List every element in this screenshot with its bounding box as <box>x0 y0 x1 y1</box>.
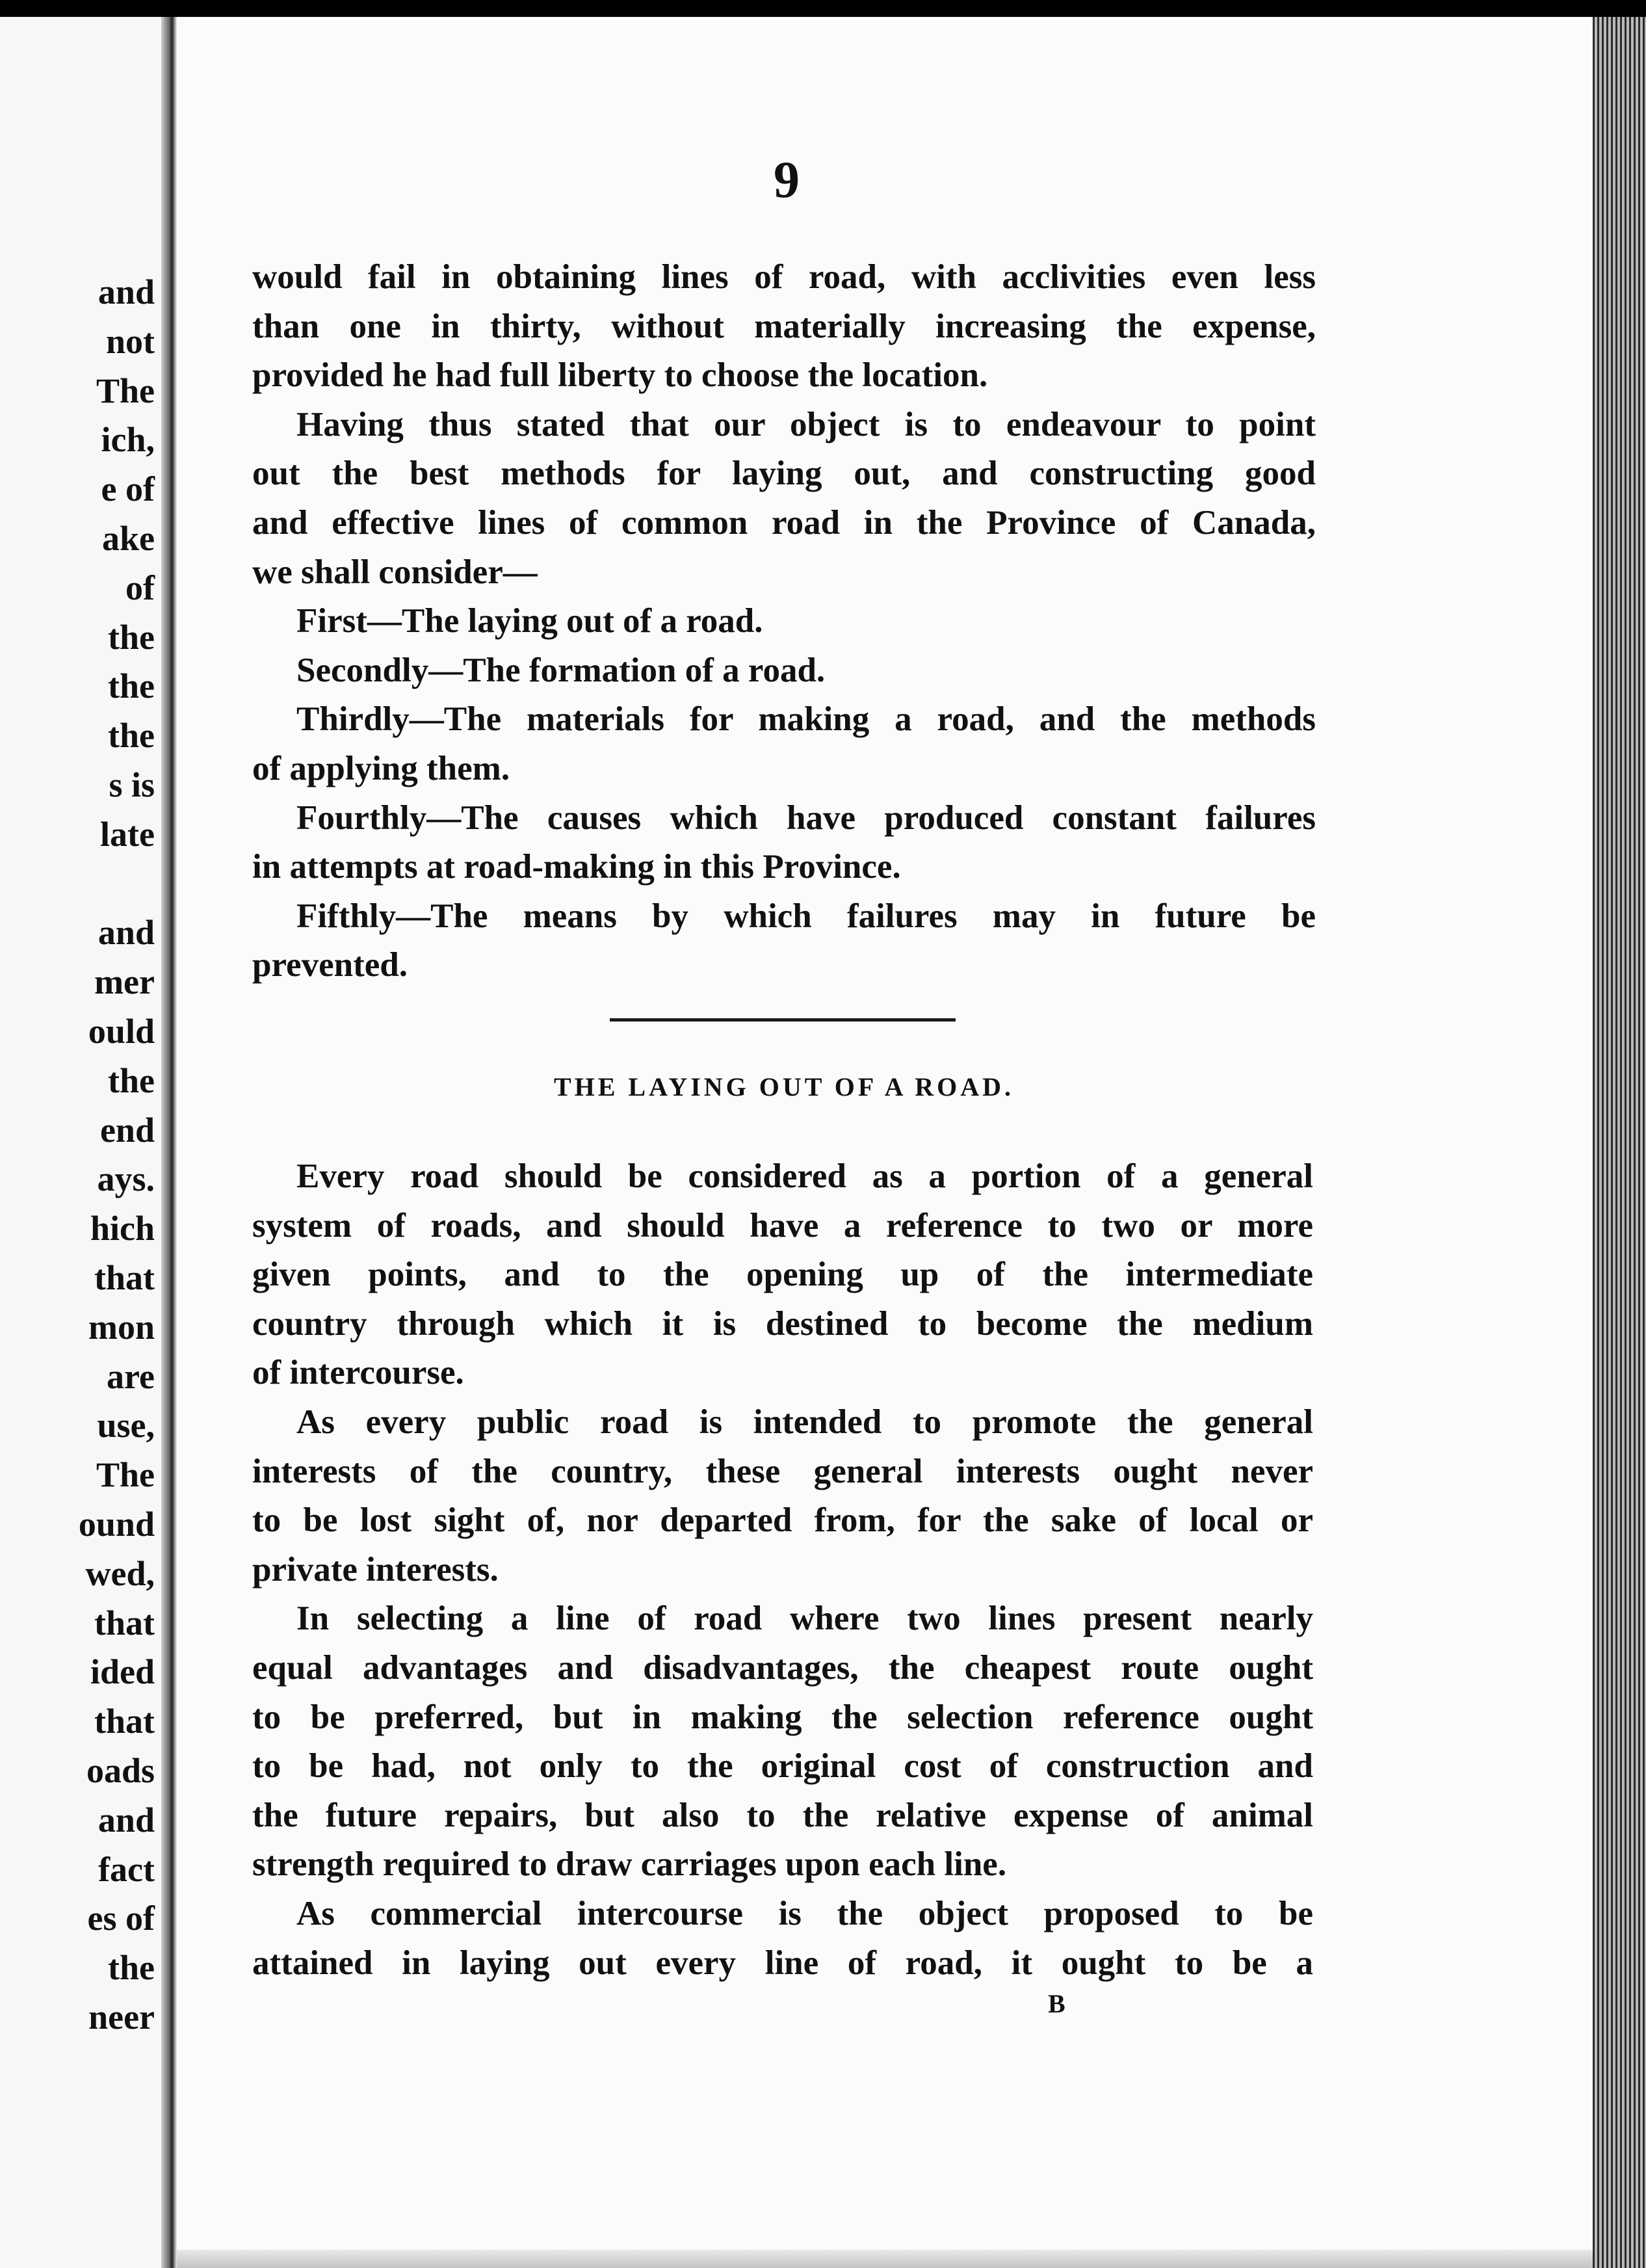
text-line: attained in laying out every line of road, it ought to be a <box>252 1944 1313 1982</box>
left-page-fragment: that <box>94 1702 155 1741</box>
left-page-fragment: are <box>107 1356 155 1396</box>
paragraph <box>252 253 1316 401</box>
text-line: Thirdly—The materials for making a road, and the methods <box>296 700 1316 739</box>
text-line: given points, and to the opening up of the intermediate <box>252 1256 1313 1294</box>
text-line: in attempts at road-making in this Province. <box>252 848 901 886</box>
section-heading: THE LAYING OUT OF A ROAD. <box>553 1072 1015 1101</box>
left-page-fragment: and <box>98 913 155 953</box>
text-line: interests of the country, these general interests ought never <box>252 1452 1313 1490</box>
left-page-fragment: and <box>98 272 155 311</box>
left-page-fragment: the <box>108 666 155 706</box>
paragraph <box>252 1398 1313 1594</box>
left-page-fragment: e of <box>101 469 155 509</box>
text-line: country through which it is destined to become the medium <box>252 1304 1313 1343</box>
text-line: As commercial intercourse is the object proposed to be <box>296 1894 1313 1932</box>
text-line: of applying them. <box>252 749 510 787</box>
text-line: the future repairs, but also to the relative expense of animal <box>252 1796 1313 1834</box>
left-page-fragment: The <box>96 371 155 410</box>
left-page-fragment: ound <box>78 1504 155 1544</box>
paragraph <box>252 1594 1313 1890</box>
left-page-fragment: s is <box>109 765 155 804</box>
text-line: Secondly—The formation of a road. <box>296 651 826 689</box>
left-page-fragment: wed, <box>85 1553 155 1593</box>
page-stack-edge <box>1593 17 1646 2268</box>
signature-mark: B <box>1048 1989 1065 2018</box>
text-line: equal advantages and disadvantages, the cheapest route ought <box>252 1648 1313 1687</box>
text-line: Having thus stated that our object is to endeavour to point <box>296 405 1316 443</box>
text-line: First—The laying out of a road. <box>296 602 763 640</box>
left-page-fragment: the <box>108 617 155 657</box>
left-page-fragment: ays. <box>97 1159 155 1199</box>
paragraph <box>252 401 1316 597</box>
page-bottom-edge <box>177 2250 1593 2268</box>
left-page-fragment: fact <box>98 1849 155 1889</box>
left-page-fragment: end <box>99 1110 155 1150</box>
book-gutter <box>161 17 177 2268</box>
left-page-fragment: the <box>108 716 155 756</box>
text-line: Fourthly—The causes which have produced constant failures <box>296 798 1316 837</box>
left-page-line-endings <box>79 268 155 2042</box>
left-page-fragment: of <box>125 568 155 607</box>
text-line: would fail in obtaining lines of road, with acclivities even less <box>252 258 1316 296</box>
text-line: system of roads, and should have a reference to two or more <box>252 1206 1313 1245</box>
left-page-fragment: ided <box>90 1652 155 1692</box>
text-line: As every public road is intended to promote the general <box>296 1403 1313 1441</box>
paragraph <box>252 646 1316 696</box>
left-page-fragment: late <box>100 814 155 854</box>
left-page-fragment: ich, <box>101 420 155 460</box>
left-page-fragment: not <box>105 321 155 361</box>
left-page-fragment: the <box>108 1948 155 1988</box>
body-text-section <box>252 1152 1313 1988</box>
text-line: to be preferred, but in making the selection reference ought <box>252 1698 1313 1736</box>
text-line: prevented. <box>252 946 408 984</box>
left-page-fragment: the <box>108 1061 155 1100</box>
left-page-fragment: and <box>98 1800 155 1839</box>
page-number: 9 <box>774 152 800 209</box>
text-line: provided he had full liberty to choose the location. <box>252 356 988 395</box>
text-line: out the best methods for laying out, and constructing good <box>252 455 1316 493</box>
scan-top-border <box>0 0 1646 17</box>
text-line: strength required to draw carriages upon each line. <box>252 1845 1007 1884</box>
left-page-fragment: The <box>96 1455 155 1495</box>
left-page-fragment: mon <box>88 1307 155 1347</box>
text-line: and effective lines of common road in the Province of Canada, <box>252 503 1316 542</box>
left-page-fragment: use, <box>97 1406 155 1445</box>
paragraph <box>252 597 1316 646</box>
text-line: than one in thirty, without materially increasing the expense, <box>252 307 1316 345</box>
left-page-fragment: oads <box>86 1750 155 1790</box>
body-text-introduction <box>252 253 1316 990</box>
left-page-fragment: hich <box>90 1209 155 1248</box>
text-line: to be had, not only to the original cost of construction and <box>252 1747 1313 1786</box>
text-line: to be lost sight of, nor departed from, for the sake of local or <box>252 1501 1313 1540</box>
text-line: of intercourse. <box>252 1354 464 1392</box>
left-page-fragment: ould <box>88 1011 155 1051</box>
left-page-fragment: that <box>94 1258 155 1297</box>
left-page-fragment: neer <box>88 1997 155 2037</box>
text-line: In selecting a line of road where two lines present nearly <box>296 1600 1313 1638</box>
paragraph <box>252 1152 1313 1398</box>
text-line: Every road should be considered as a portion of a general <box>296 1157 1313 1195</box>
paragraph <box>252 794 1316 892</box>
left-page-fragment: mer <box>94 962 155 1002</box>
section-divider-rule <box>610 1018 956 1022</box>
paragraph <box>252 1890 1313 1988</box>
text-line: we shall consider— <box>252 553 538 591</box>
left-page-fragment: that <box>94 1603 155 1642</box>
text-line: private interests. <box>252 1550 499 1589</box>
left-facing-page <box>0 17 161 2268</box>
left-page-fragment: es of <box>87 1899 155 1938</box>
paragraph <box>252 892 1316 990</box>
text-line: Fifthly—The means by which failures may in future be <box>296 897 1316 935</box>
paragraph <box>252 695 1316 793</box>
left-page-fragment: ake <box>102 518 155 558</box>
